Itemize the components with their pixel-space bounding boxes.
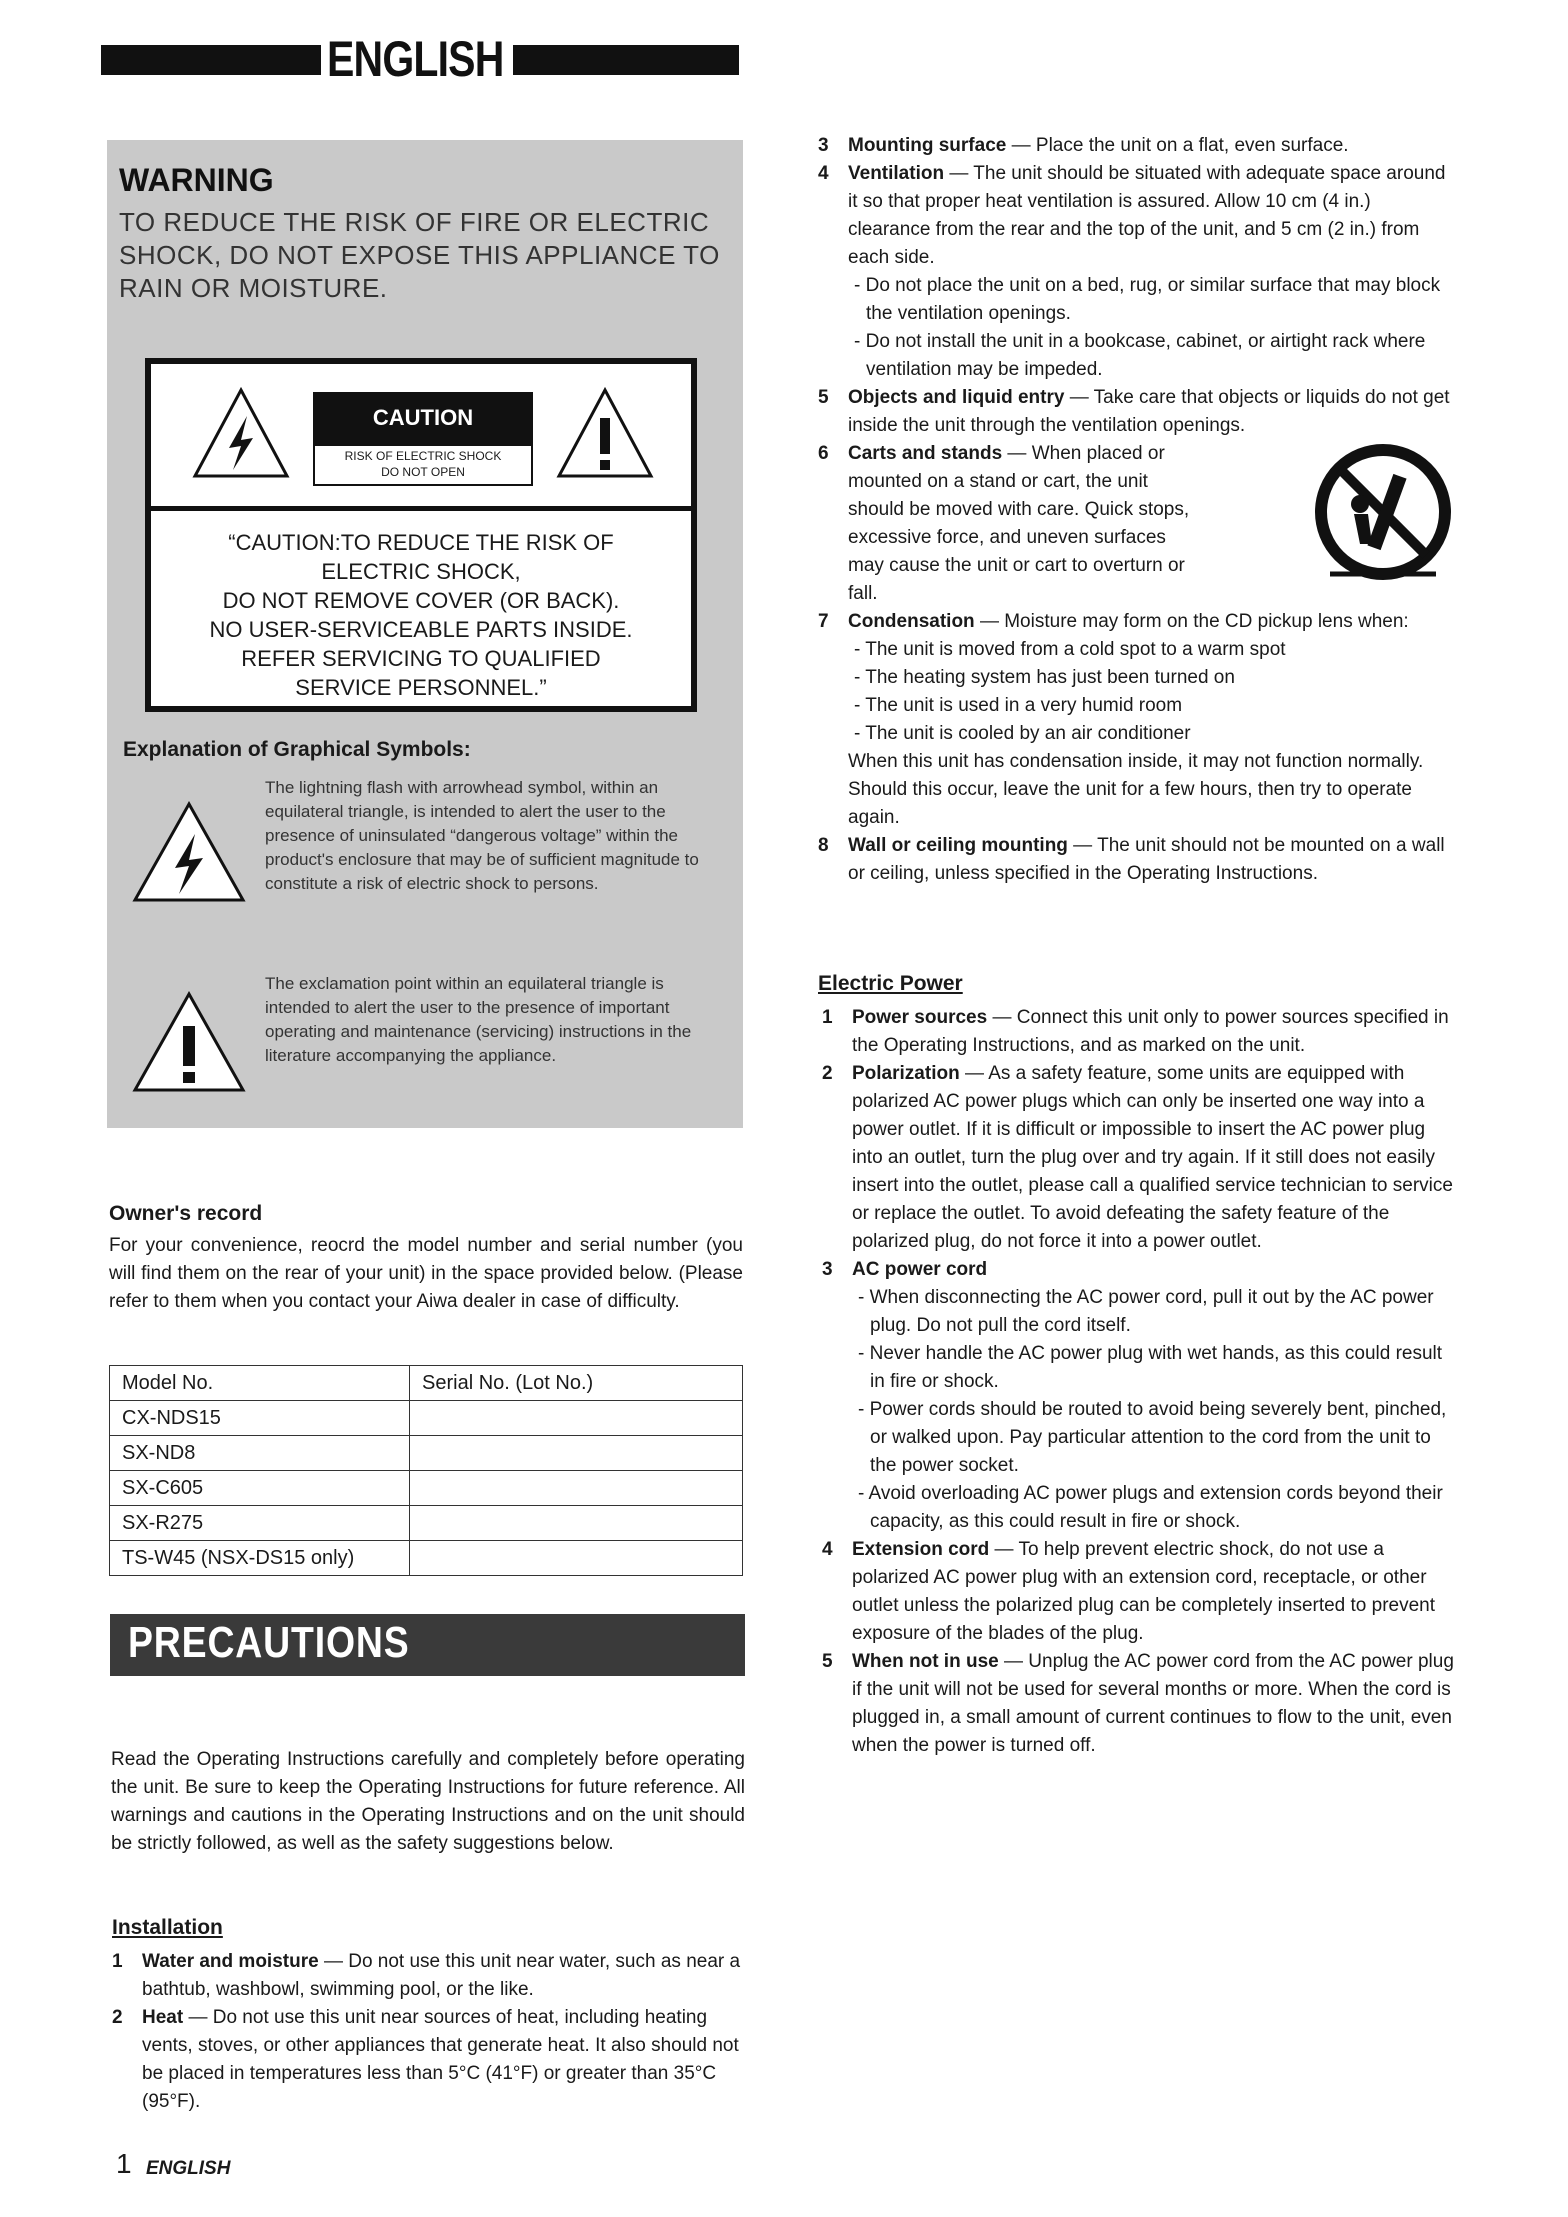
explanation-title: Explanation of Graphical Symbols: xyxy=(123,738,471,761)
serial-cell[interactable] xyxy=(410,1471,743,1506)
serial-cell[interactable] xyxy=(410,1401,743,1436)
lightning-symbol-icon xyxy=(131,800,247,904)
model-cell: TS-W45 (NSX-DS15 only) xyxy=(110,1541,410,1576)
list-item: 8 Wall or ceiling mounting — The unit should not be mounted on a wall or ceiling, unless specified in the Operating Instructions. xyxy=(818,835,1445,884)
warning-text: TO REDUCE THE RISK OF FIRE OR ELECTRIC SHOCK, DO NOT EXPOSE THIS APPLIANCE TO RAIN OR MOISTURE. xyxy=(119,207,720,303)
precautions-intro: Read the Operating Instructions carefully and completely before operating the unit. Be sure to keep the Operating Instructions for future reference. All warnings and cautions in the Operating Instructions and on the unit should be strictly followed, as well as the safety suggestions below. xyxy=(111,1749,745,1854)
model-cell: SX-C605 xyxy=(110,1471,410,1506)
condensation-subitem: - The unit is cooled by an air conditioner xyxy=(854,723,1191,744)
owners-record-title: Owner's record xyxy=(109,1202,263,1225)
table-row xyxy=(110,1506,743,1541)
table-header-row xyxy=(110,1366,743,1401)
header-bar-right xyxy=(513,45,739,75)
list-item: 6 Carts and stands — When placed or mounted on a stand or cart, the unit should be moved with care. Quick stops, excessive force, and uneven surfaces may cause the unit or cart to overturn or fall. xyxy=(818,443,1190,604)
caution-line: ELECTRIC SHOCK, xyxy=(321,559,521,584)
language-title: ENGLISH xyxy=(327,31,504,87)
model-cell: SX-R275 xyxy=(110,1506,410,1541)
page-number: 1 xyxy=(116,2148,132,2179)
list-item: 5 When not in use — Unplug the AC power cord from the AC power plug if the unit will not be used for several months or more. When the cord is plugged in, a small amount of current continues to flow to the unit, even when the power is turned off. xyxy=(822,1651,1454,1756)
language-header xyxy=(101,31,739,87)
electric-power-title: Electric Power xyxy=(818,972,963,995)
model-cell: CX-NDS15 xyxy=(110,1401,410,1436)
precautions-title: PRECAUTIONS xyxy=(128,1618,410,1667)
list-item: 4 Ventilation — The unit should be situated with adequate space around it so that proper heat ventilation is assured. Allow 10 cm (4 in.) clearance from the rear and the top of the unit, and 5 cm (2 in.) from each side. - Do not place the unit on a bed, rug, or similar surface that may block the ventilation openings. - Do not install the unit in a bookcase, cabinet, or airtight rack where ventilation may be impeded. xyxy=(818,160,1454,384)
list-item: 2 Heat — Do not use this unit near sources of heat, including heating vents, stoves, or other appliances that generate heat. It also should not be placed in temperatures less than 5°C (41°F) or greater than 35°C (95°F). xyxy=(112,2007,739,2112)
model-cell: SX-ND8 xyxy=(110,1436,410,1471)
precautions-banner xyxy=(110,1614,745,1676)
ventilation-subitem: - Do not place the unit on a bed, rug, or similar surface that may block the ventilation openings. xyxy=(854,275,1441,324)
serial-cell[interactable] xyxy=(410,1436,743,1471)
list-item: 2 Polarization — As a safety feature, some units are equipped with polarized AC power plugs which can only be inserted one way into a power outlet. If it is difficult or impossible to insert the AC power plug into an outlet, turn the plug over and try again. If it still does not easily insert into the outlet, please call a qualified service technician to service or replace the outlet. To avoid defeating the safety feature of the polarized plug, do not force it into a power outlet. xyxy=(822,1063,1453,1252)
installation-title: Installation xyxy=(112,1916,223,1939)
exclamation-triangle-icon xyxy=(555,386,655,480)
list-item: 3 Mounting surface — Place the unit on a flat, even surface. xyxy=(818,135,1349,156)
caution-sub-line-2: DO NOT OPEN xyxy=(381,465,465,479)
caution-panel xyxy=(145,358,697,712)
caution-line: SERVICE PERSONNEL.” xyxy=(295,675,547,700)
lightning-triangle-icon xyxy=(191,386,291,480)
serial-cell[interactable] xyxy=(410,1506,743,1541)
caution-text xyxy=(151,528,691,702)
serial-cell[interactable] xyxy=(410,1541,743,1576)
list-item: 3 AC power cord - When disconnecting the AC power cord, pull it out by the AC power plug. Do not pull the cord itself. - Never handle the AC power plug with wet hands, as this could result in fire or shock. - Power cords should be routed to avoid being severely bent, pinched, or walked upon. Pay particular attention to the cord from the unit to the power socket. - Avoid overloading AC power plugs and extension cords beyond their capacity, as this could result in fire or shock. xyxy=(822,1256,1458,1536)
explanation-exclamation: The exclamation point within an equilateral triangle is intended to alert the user to the presence of important operating and maintenance (servicing) instructions in the literature accompanying the appliance. xyxy=(265,974,692,1065)
table-row xyxy=(110,1401,743,1436)
condensation-subitem: - The unit is used in a very humid room xyxy=(854,695,1183,716)
list-item: 1 Power sources — Connect this unit only to power sources specified in the Operating Instructions, and as marked on the unit. xyxy=(822,1007,1449,1056)
cart-tipover-icon xyxy=(1310,444,1456,584)
footer-language: ENGLISH xyxy=(146,2158,231,2179)
model-column-header: Model No. xyxy=(110,1366,410,1401)
caution-line: NO USER-SERVICEABLE PARTS INSIDE. xyxy=(209,617,633,642)
caution-line: “CAUTION:TO REDUCE THE RISK OF xyxy=(228,530,614,555)
condensation-subitem: - The heating system has just been turned on xyxy=(854,667,1235,688)
condensation-subitem: - The unit is moved from a cold spot to a warm spot xyxy=(854,639,1286,660)
condensation-note: When this unit has condensation inside, it may not function normally. Should this occur, leave the unit for a few hours, then try to operate again. xyxy=(848,751,1424,828)
power-cord-subitem: - Never handle the AC power plug with wet hands, as this could result in fire or shock. xyxy=(858,1343,1443,1392)
table-row xyxy=(110,1541,743,1576)
table-row xyxy=(110,1436,743,1471)
caution-sublabel xyxy=(313,444,533,486)
explanation-lightning: The lightning flash with arrowhead symbol, within an equilateral triangle, is intended to alert the user to the presence of uninsulated “dangerous voltage” within the product's enclosure that may be of sufficient magnitude to constitute a risk of electric shock to persons. xyxy=(265,778,699,893)
power-cord-subitem: - Avoid overloading AC power plugs and extension cords beyond their capacity, as this could result in fire or shock. xyxy=(858,1483,1443,1532)
owners-record-table xyxy=(109,1365,743,1576)
list-item: 4 Extension cord — To help prevent electric shock, do not use a polarized AC power plug with an extension cord, receptacle, or other outlet unless the polarized plug can be completely inserted to prevent exposure of the blades of the plug. xyxy=(822,1539,1436,1644)
header-bar-left xyxy=(101,45,321,75)
caution-line: DO NOT REMOVE COVER (OR BACK). xyxy=(222,588,620,613)
caution-sub-line-1: RISK OF ELECTRIC SHOCK xyxy=(344,449,502,463)
warning-box xyxy=(107,140,743,1128)
electric-power-list xyxy=(822,1004,1458,1760)
list-item: 1 Water and moisture — Do not use this unit near water, such as near a bathtub, washbowl, swimming pool, or the like. xyxy=(112,1951,741,2000)
serial-column-header: Serial No. (Lot No.) xyxy=(410,1366,743,1401)
list-item: 5 Objects and liquid entry — Take care that objects or liquids do not get inside the unit through the ventilation openings. xyxy=(818,387,1450,436)
owners-record-text: For your convenience, reocrd the model number and serial number (you will find them on the rear of your unit) in the space provided below. (Please refer to them when you contact your Aiwa dealer in case of difficulty. xyxy=(109,1235,743,1312)
warning-title: WARNING xyxy=(119,162,274,198)
ventilation-subitem: - Do not install the unit in a bookcase, cabinet, or airtight rack where ventilation may be impeded. xyxy=(854,331,1426,380)
installation-list-left xyxy=(112,1948,746,2116)
exclamation-symbol-icon xyxy=(131,990,247,1094)
caution-top xyxy=(151,364,691,511)
list-item: 7 Condensation — Moisture may form on the CD pickup lens when: - The unit is moved from a cold spot to a warm spot - The heating system has just been turned on - The unit is used in a very humid room - The unit is cooled by an air conditioner When this unit has condensation inside, it may not function normally. Should this occur, leave the unit for a few hours, then try to operate again. xyxy=(818,608,1454,832)
caution-line: REFER SERVICING TO QUALIFIED xyxy=(241,646,601,671)
caution-label: CAUTION xyxy=(313,392,533,444)
power-cord-subitem: - Power cords should be routed to avoid being severely bent, pinched, or walked upon. Pay particular attention to the cord from the unit to the power socket. xyxy=(858,1399,1447,1476)
table-row xyxy=(110,1471,743,1506)
power-cord-subitem: - When disconnecting the AC power cord, pull it out by the AC power plug. Do not pull the cord itself. xyxy=(858,1287,1434,1336)
